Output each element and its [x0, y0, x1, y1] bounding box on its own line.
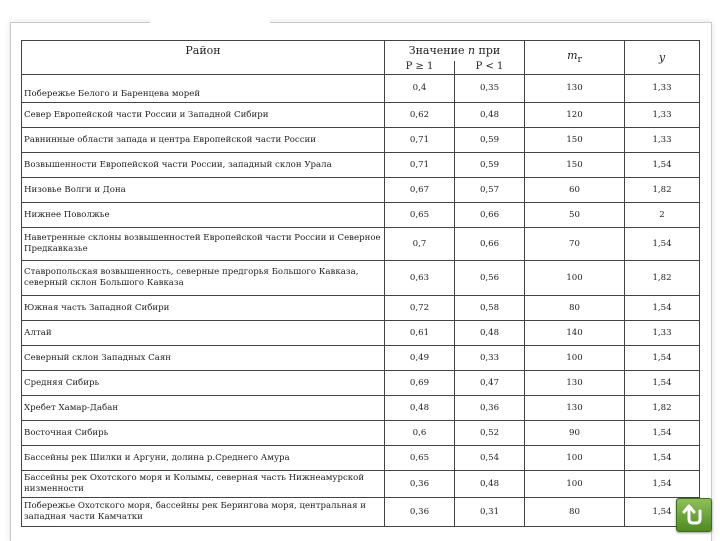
table-cell-p-ge: 0,72	[385, 296, 455, 321]
table-row	[22, 446, 700, 471]
table-cell-region: Бассейны рек Шилки и Аргуни, долина р.Среднего Амура	[22, 446, 385, 471]
table-cell-p-lt: 0,59	[455, 128, 525, 153]
table-cell-p-ge: 0,6	[385, 421, 455, 446]
table-cell-y: 1,54	[625, 498, 700, 527]
table-row	[22, 346, 700, 371]
table-cell-p-lt: 0,47	[455, 371, 525, 396]
table-cell-mr: 130	[525, 396, 625, 421]
table-cell-mr: 80	[525, 296, 625, 321]
table-row	[22, 178, 700, 203]
table-cell-p-lt: 0,57	[455, 178, 525, 203]
table-cell-region: Средняя Сибирь	[22, 371, 385, 396]
table-cell-y: 1,54	[625, 471, 700, 498]
coefficients-table	[21, 40, 700, 527]
table-row	[22, 103, 700, 128]
table-cell-y: 1,82	[625, 396, 700, 421]
table-cell-region: Наветренные склоны возвышенностей Европейской части России и Северное Предкавказье	[22, 228, 385, 261]
table-cell-mr: 150	[525, 128, 625, 153]
header-y: y	[625, 41, 700, 75]
table-cell-region: Низовье Волги и Дона	[22, 178, 385, 203]
table-cell-p-lt: 0,35	[455, 75, 525, 103]
table-cell-p-lt: 0,54	[455, 446, 525, 471]
header-value-var: n	[467, 43, 476, 57]
table-body	[22, 75, 700, 527]
table-cell-y: 1,33	[625, 321, 700, 346]
table-cell-p-lt: 0,66	[455, 228, 525, 261]
table-row	[22, 203, 700, 228]
table-cell-p-ge: 0,36	[385, 471, 455, 498]
table-cell-mr: 150	[525, 153, 625, 178]
table-cell-p-lt: 0,66	[455, 203, 525, 228]
header-region: Район	[22, 41, 385, 75]
header-value-prefix: Значение	[408, 43, 465, 57]
data-table-container	[21, 40, 699, 527]
table-row	[22, 396, 700, 421]
table-cell-p-ge: 0,4	[385, 75, 455, 103]
table-row	[22, 371, 700, 396]
table-cell-mr: 100	[525, 471, 625, 498]
table-cell-p-ge: 0,71	[385, 128, 455, 153]
table-cell-p-lt: 0,58	[455, 296, 525, 321]
table-cell-mr: 60	[525, 178, 625, 203]
table-cell-mr: 50	[525, 203, 625, 228]
return-button[interactable]	[676, 498, 712, 532]
header-mr	[525, 41, 625, 75]
table-row	[22, 75, 700, 103]
table-cell-p-ge: 0,71	[385, 153, 455, 178]
table-cell-p-ge: 0,63	[385, 261, 455, 296]
table-cell-mr: 130	[525, 75, 625, 103]
table-cell-p-ge: 0,7	[385, 228, 455, 261]
table-cell-p-lt: 0,48	[455, 321, 525, 346]
header-mr-var: m	[567, 49, 578, 63]
table-cell-region: Южная часть Западной Сибири	[22, 296, 385, 321]
table-cell-mr: 100	[525, 446, 625, 471]
table-cell-p-ge: 0,61	[385, 321, 455, 346]
table-row	[22, 421, 700, 446]
table-cell-mr: 130	[525, 371, 625, 396]
table-cell-y: 2	[625, 203, 700, 228]
table-cell-p-ge: 0,36	[385, 498, 455, 527]
header-value	[385, 41, 525, 61]
table-row	[22, 296, 700, 321]
header-mr-sub: r	[577, 54, 582, 66]
return-arrow-icon	[682, 503, 706, 527]
table-cell-region: Нижнее Поволжье	[22, 203, 385, 228]
table-cell-mr: 80	[525, 498, 625, 527]
table-cell-p-lt: 0,56	[455, 261, 525, 296]
table-cell-y: 1,33	[625, 103, 700, 128]
table-cell-p-ge: 0,69	[385, 371, 455, 396]
table-cell-region: Алтай	[22, 321, 385, 346]
table-cell-region: Побережье Белого и Баренцева морей	[22, 75, 385, 103]
table-cell-p-lt: 0,48	[455, 103, 525, 128]
table-row	[22, 228, 700, 261]
table-row	[22, 261, 700, 296]
table-cell-y: 1,54	[625, 153, 700, 178]
table-cell-p-ge: 0,65	[385, 446, 455, 471]
table-cell-p-ge: 0,48	[385, 396, 455, 421]
table-cell-y: 1,54	[625, 446, 700, 471]
table-cell-p-lt: 0,33	[455, 346, 525, 371]
table-cell-y: 1,82	[625, 261, 700, 296]
table-cell-p-ge: 0,65	[385, 203, 455, 228]
table-cell-p-ge: 0,49	[385, 346, 455, 371]
slide-tab-decoration	[150, 14, 270, 26]
table-cell-y: 1,54	[625, 371, 700, 396]
table-cell-mr: 70	[525, 228, 625, 261]
table-cell-region: Побережье Охотского моря, бассейны рек Берингова моря, центральная и западная части Камчатки	[22, 498, 385, 527]
table-cell-p-ge: 0,62	[385, 103, 455, 128]
table-cell-region: Бассейны рек Охотского моря и Колымы, северная часть Нижнеамурской низменности	[22, 471, 385, 498]
table-cell-y: 1,54	[625, 296, 700, 321]
table-cell-region: Северный склон Западных Саян	[22, 346, 385, 371]
table-cell-p-lt: 0,48	[455, 471, 525, 498]
table-cell-p-lt: 0,52	[455, 421, 525, 446]
table-cell-y: 1,54	[625, 346, 700, 371]
table-cell-y: 1,82	[625, 178, 700, 203]
table-cell-p-lt: 0,31	[455, 498, 525, 527]
table-cell-p-ge: 0,67	[385, 178, 455, 203]
table-cell-y: 1,54	[625, 228, 700, 261]
table-row	[22, 471, 700, 498]
table-cell-mr: 120	[525, 103, 625, 128]
table-cell-p-lt: 0,36	[455, 396, 525, 421]
table-cell-region: Равнинные области запада и центра Европейской части России	[22, 128, 385, 153]
table-cell-mr: 100	[525, 346, 625, 371]
table-cell-y: 1,54	[625, 421, 700, 446]
table-row	[22, 321, 700, 346]
table-cell-region: Восточная Сибирь	[22, 421, 385, 446]
table-row	[22, 498, 700, 527]
header-p-ge: P ≥ 1	[385, 61, 455, 75]
table-cell-mr: 90	[525, 421, 625, 446]
table-cell-mr: 100	[525, 261, 625, 296]
table-cell-region: Хребет Хамар-Дабан	[22, 396, 385, 421]
table-row	[22, 128, 700, 153]
header-p-lt: P < 1	[455, 61, 525, 75]
table-row	[22, 153, 700, 178]
header-value-suffix: при	[478, 43, 501, 57]
table-cell-y: 1,33	[625, 128, 700, 153]
table-cell-region: Возвышенности Европейской части России, западный склон Урала	[22, 153, 385, 178]
table-cell-region: Ставропольская возвышенность, северные предгорья Большого Кавказа, северный склон Большого Кавказа	[22, 261, 385, 296]
table-cell-y: 1,33	[625, 75, 700, 103]
table-cell-mr: 140	[525, 321, 625, 346]
table-cell-region: Север Европейской части России и Западной Сибири	[22, 103, 385, 128]
table-cell-p-lt: 0,59	[455, 153, 525, 178]
